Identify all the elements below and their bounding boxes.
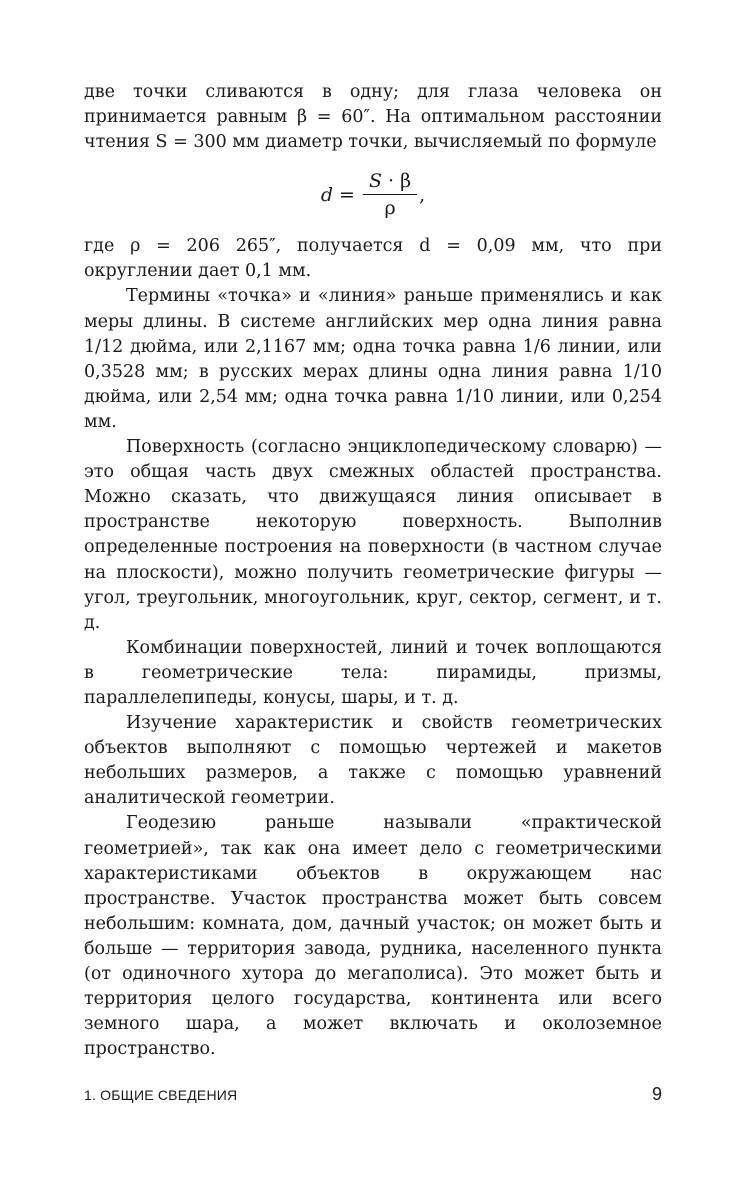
formula-fraction bbox=[363, 170, 417, 219]
paragraph-4: Поверхность (согласно энциклопедическому словарю) — это общая часть двух смежных областей пространства. Можно сказать, что движущаяся линия описывает в пространстве некоторую поверхность. Выполнив определенные построения на поверхности (в частном случае на плоскости), можно получить геометрические фигуры — угол, треугольник, многоугольник, круг, сектор, сегмент, и т. д. bbox=[84, 437, 662, 633]
formula-comma: , bbox=[419, 183, 426, 206]
paragraph-5: Комбинации поверхностей, линий и точек воплощаются в геометрические тела: пирамиды, призмы, параллелепипеды, конусы, шары, и т. д. bbox=[84, 637, 662, 708]
page-number: 9 bbox=[651, 1084, 662, 1104]
formula-lhs: d = bbox=[320, 183, 355, 206]
paragraph-3: Термины «точка» и «линия» раньше применялись и как меры длины. В системе английских мер одна линия равна 1/12 дюйма, или 2,1167 мм; одна точка равна 1/6 линии, или 0,3528 мм; в русских мерах длины одна линия равна 1/10 дюйма, или 2,54 мм; одна точка равна 1/10 линии, или 0,254 мм. bbox=[84, 286, 662, 432]
paragraph-2: где ρ = 206 265″, получается d = 0,09 мм, что при округлении дает 0,1 мм. bbox=[84, 236, 662, 282]
formula-denominator: ρ bbox=[384, 197, 396, 220]
page-footer bbox=[84, 1084, 662, 1105]
paragraph-6: Изучение характеристик и свойств геометрических объектов выполняют с помощью чертежей и макетов небольших размеров, а также с помощью уравнений аналитической геометрии. bbox=[84, 713, 662, 809]
footer-section-title: 1. ОБЩИЕ СВЕДЕНИЯ bbox=[84, 1087, 238, 1103]
paragraph-1: две точки сливаются в одну; для глаза человека он принимается равным β = 60″. На оптимальном расстоянии чтения S = 300 мм диаметр точки, вычисляемый по формуле bbox=[84, 82, 662, 153]
body-text bbox=[84, 80, 662, 1062]
formula-numerator-rest: · β bbox=[382, 170, 412, 193]
formula-numerator-var: S bbox=[368, 170, 382, 193]
formula-diameter bbox=[84, 155, 662, 234]
paragraph-7: Геодезию раньше называли «практической геометрией», так как она имеет дело с геометрическими характеристиками объектов в окружающем нас пространстве. Участок пространства может быть совсем небольшим: комната, дом, дачный участок; он может быть и больше — территория завода, рудника, населенного пункта (от одиночного хутора до мегаполиса). Это может быть и территория целого государства, континента или всего земного шара, а может включать и околоземное пространство. bbox=[84, 813, 662, 1060]
formula-numerator bbox=[363, 170, 417, 195]
